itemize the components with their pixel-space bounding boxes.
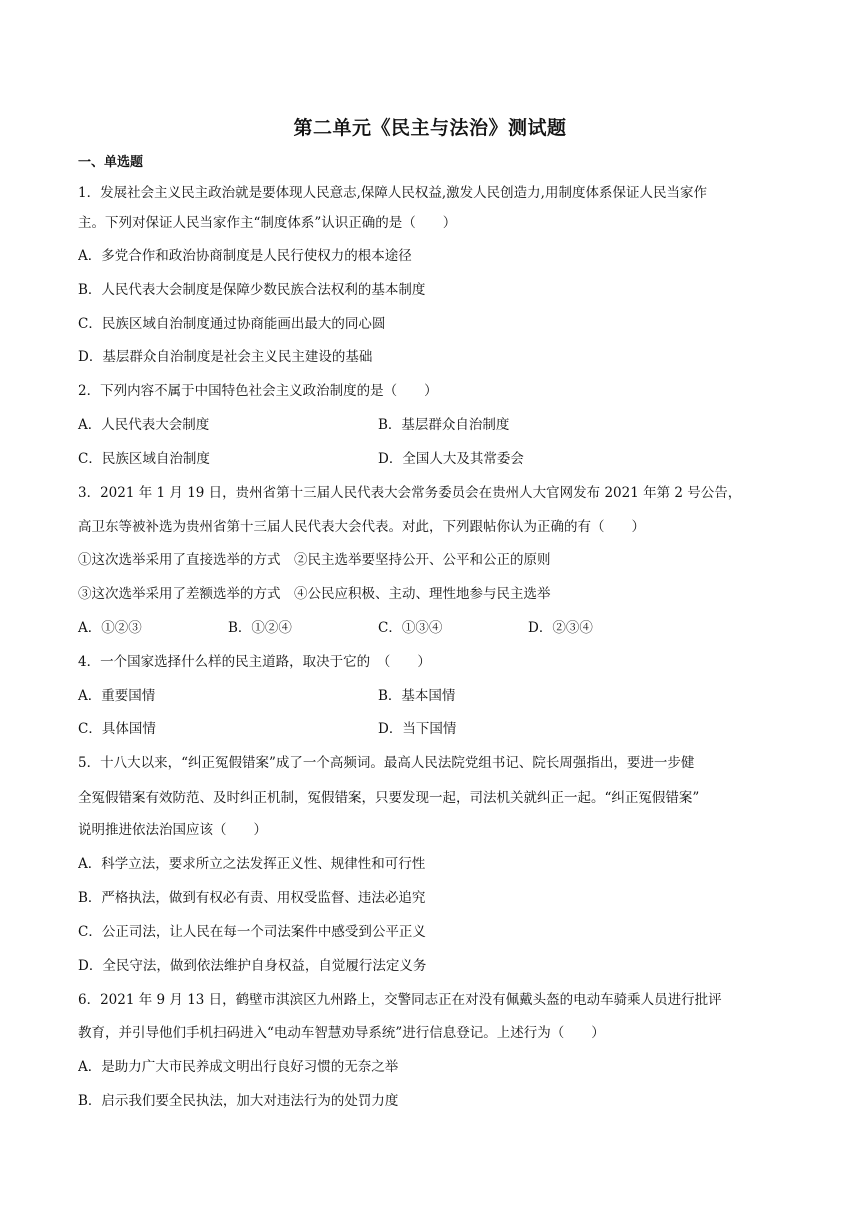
q6-option-a: A．是助力广大市民养成文明出行良好习惯的无奈之举 xyxy=(78,1059,399,1075)
q1-stem-line1: 1．发展社会主义民主政治就是要体现人民意志,保障人民权益,激发人民创造力,用制度体系保证人民当家作 xyxy=(78,185,707,201)
section-heading: 一、单选题 xyxy=(78,155,144,170)
q4-option-d: D．当下国情 xyxy=(378,721,457,737)
q4-option-b: B．基本国情 xyxy=(378,688,456,704)
q2-option-a: A．人民代表大会制度 xyxy=(78,417,210,433)
q4-option-a: A．重要国情 xyxy=(78,688,156,704)
q1-option-b: B．人民代表大会制度是保障少数民族合法权利的基本制度 xyxy=(78,282,426,298)
q2-option-b: B．基层群众自治制度 xyxy=(378,417,510,433)
q2-stem: 2．下列内容不属于中国特色社会主义政治制度的是（ ） xyxy=(78,383,438,399)
q5-stem-line2: 全冤假错案有效防范、及时纠正机制，冤假错案，只要发现一起，司法机关就纠正一起。“纠正冤假错案” xyxy=(78,790,700,806)
q4-option-c: C．具体国情 xyxy=(78,721,156,737)
q5-option-a: A．科学立法，要求所立之法发挥正义性、规律性和可行性 xyxy=(78,856,426,872)
q1-option-a: A．多党合作和政治协商制度是人民行使权力的根本途径 xyxy=(78,248,412,264)
page-title: 第二单元《民主与法治》测试题 xyxy=(293,117,567,139)
q3-option-c: C．①③④ xyxy=(378,620,443,636)
q3-option-a: A．①②③ xyxy=(78,620,142,636)
q2-option-d: D．全国人大及其常委会 xyxy=(378,451,524,467)
q3-option-b: B．①②④ xyxy=(228,620,292,636)
q3-stem-line2: 高卫东等被补选为贵州省第十三届人民代表大会代表。对此，下列跟帖你认为正确的有（ ） xyxy=(78,519,645,535)
q1-option-c: C．民族区域自治制度通过协商能画出最大的同心圆 xyxy=(78,316,386,332)
q5-option-b: B．严格执法，做到有权必有责、用权受监督、违法必追究 xyxy=(78,890,426,906)
q3-option-d: D．②③④ xyxy=(528,620,593,636)
q6-option-b: B．启示我们要全民执法，加大对违法行为的处罚力度 xyxy=(78,1093,399,1109)
q5-stem-line1: 5．十八大以来，“纠正冤假错案”成了一个高频词。最高人民法院党组书记、院长周强指出，要进一步健 xyxy=(78,755,695,771)
q4-stem: 4．一个国家选择什么样的民主道路，取决于它的 （ ） xyxy=(78,654,431,670)
q5-option-d: D．全民守法，做到依法维护自身权益，自觉履行法定义务 xyxy=(78,958,427,974)
q1-stem-line2: 主。下列对保证人民当家作主“制度体系”认识正确的是（ ） xyxy=(78,215,457,231)
q3-stem-line1: 3．2021 年 1 月 19 日，贵州省第十三届人民代表大会常务委员会在贵州人大官网发布 2021 年第 2 号公告， xyxy=(78,485,742,501)
q3-statement-1-2: ①这次选举采用了直接选举的方式 ②民主选举要坚持公开、公平和公正的原则 xyxy=(78,552,551,568)
q3-statement-3-4: ③这次选举采用了差额选举的方式 ④公民应积极、主动、理性地参与民主选举 xyxy=(78,586,551,602)
q2-option-c: C．民族区域自治制度 xyxy=(78,451,210,467)
q1-option-d: D．基层群众自治制度是社会主义民主建设的基础 xyxy=(78,349,373,365)
q5-stem-line3: 说明推进依法治国应该（ ） xyxy=(78,822,267,838)
q5-option-c: C．公正司法，让人民在每一个司法案件中感受到公平正义 xyxy=(78,924,426,940)
q6-stem-line2: 教育，并引导他们手机扫码进入“电动车智慧劝导系统”进行信息登记。上述行为（ ） xyxy=(78,1025,605,1041)
q6-stem-line1: 6．2021 年 9 月 13 日，鹤壁市淇滨区九州路上，交警同志正在对没有佩戴头盔的电动车骑乘人员进行批评 xyxy=(78,992,722,1008)
